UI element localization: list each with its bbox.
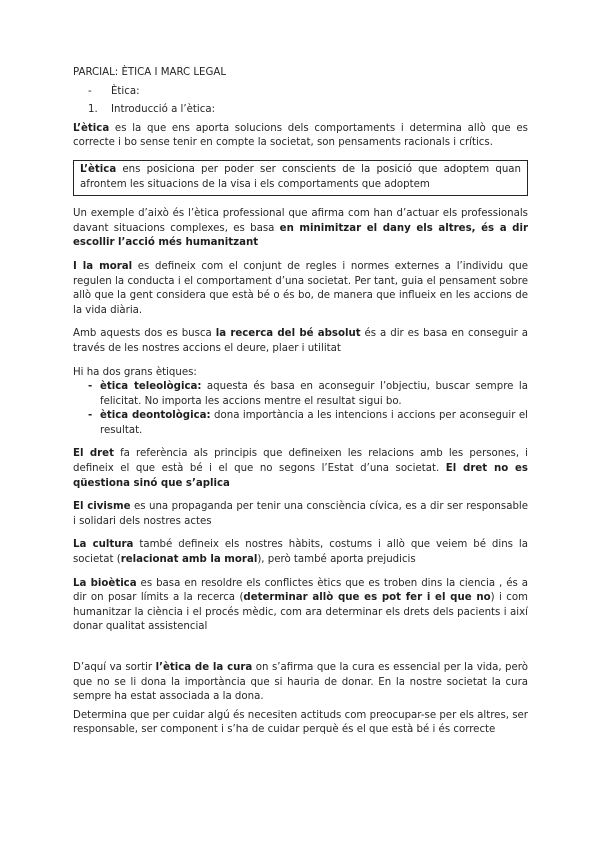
ethics-list bbox=[73, 366, 528, 439]
paragraph-text: dona importància a les intencions i accions per aconseguir el resultat. bbox=[100, 410, 528, 436]
spacer bbox=[73, 644, 528, 661]
highlight-box bbox=[73, 160, 528, 196]
list-item-teleologica bbox=[73, 380, 528, 409]
emphasis: El dret no es qüestiona sinó que s’aplica bbox=[73, 463, 528, 489]
list-item-deontologica bbox=[73, 409, 528, 438]
term: La bioètica bbox=[73, 577, 137, 589]
paragraph-text: Amb aquests dos es busca bbox=[73, 328, 216, 340]
paragraph-cuidar: Determina que per cuidar algú és necesiten actituds com preocupar-se per els altres, ser responsable, ser component i s’ha de cuidar perquè és el que està bé i és correcte bbox=[73, 709, 528, 736]
list-text bbox=[100, 380, 528, 409]
outline-item-introduccio bbox=[73, 103, 528, 118]
paragraph-text: ) i com humanitzar la ciència i el procés mèdic, com ara determinar els drets dels pacients i així donar qualitat assistencial bbox=[73, 592, 528, 633]
list-marker: 1. bbox=[88, 104, 98, 116]
emphasis: determinar allò que es pot fer i el que no bbox=[243, 592, 491, 604]
emphasis: relacionat amb la moral bbox=[120, 554, 258, 566]
paragraph-text: es defineix com el conjunt de regles i normes externes a l’individu que regulen la conducta i el comportament d’una societat. Per tant, guia el pensament sobre allò que la gent considera que està bé o és bo, de manera que influeix en les accions de la vida diària. bbox=[73, 260, 528, 316]
paragraph-cultura bbox=[73, 538, 528, 567]
list-label: Introducció a l’ètica: bbox=[111, 104, 215, 116]
paragraph-text: es basa en resoldre els conflictes ètics que es troben dins la ciencia , és a dir on posar límits a la recerca ( bbox=[73, 577, 528, 604]
paragraph-bioetica bbox=[73, 577, 528, 635]
paragraph-text: fa referència als principis que defineixen les relacions amb les persones, i defineix el que està bé i el que no segons l’Estat d’una societat. bbox=[73, 448, 529, 475]
paragraph-exemple bbox=[73, 207, 528, 251]
paragraph-text: ens posiciona per poder ser conscients de la posició que adoptem quan afrontem les situacions de la visa i els comportaments que adoptem bbox=[80, 163, 521, 190]
emphasis: en minimitzar el dany els altres, és a dir escollir l’acció més humanitzant bbox=[73, 222, 528, 249]
box-text bbox=[80, 163, 521, 192]
term: El civisme bbox=[73, 501, 131, 513]
paragraph-etica bbox=[73, 122, 528, 151]
term: ètica teleològica: bbox=[100, 381, 202, 393]
paragraph-recerca bbox=[73, 327, 528, 356]
paragraph-moral bbox=[73, 260, 528, 318]
paragraph-text: Un exemple d’això és l’ètica professional que afirma com han d’actuar els professionals davant situacions complexes, es basa bbox=[73, 208, 528, 234]
term: La cultura bbox=[73, 539, 134, 551]
paragraph-text: ), però també aporta prejudicis bbox=[257, 554, 416, 566]
term: I la moral bbox=[73, 260, 133, 272]
term: ètica deontològica: bbox=[100, 410, 211, 422]
outline-item-etica bbox=[73, 85, 528, 100]
paragraph-civisme bbox=[73, 500, 528, 529]
term: El dret bbox=[73, 448, 114, 460]
emphasis: la recerca del bé absolut bbox=[215, 328, 361, 340]
paragraph-text: D’aquí va sortir bbox=[73, 662, 156, 673]
paragraph-text: també defineix els nostres hàbits, costums i allò que veiem bé dins la societat ( bbox=[73, 539, 529, 566]
paragraph-cura bbox=[73, 661, 528, 705]
paragraph-text: es la que ens aporta solucions dels comportaments i determina allò que es correcte i bo sense tenir en compte la societat, son pensaments racionals i crítics. bbox=[73, 122, 528, 149]
term: L’ètica bbox=[73, 122, 110, 134]
list-marker: - bbox=[88, 381, 93, 393]
list-marker: - bbox=[88, 85, 92, 97]
page-title: PARCIAL: ÈTICA I MARC LEGAL bbox=[73, 67, 227, 78]
paragraph-text: es una propaganda per tenir una consciència cívica, es a dir ser responsable i solidari dels nostres actes bbox=[73, 501, 529, 527]
list-intro: Hi ha dos grans ètiques: bbox=[73, 366, 197, 378]
list-text bbox=[100, 409, 528, 438]
document-body bbox=[73, 66, 528, 738]
paragraph-text: on s’afirma que la cura es essencial per la vida, però que no se li dona la importància que si hauria de donar. En la nostre societat la cura sempre ha estat associada a la dona. bbox=[73, 662, 528, 703]
paragraph-text: és a dir es basa en conseguir a través de les nostres accions el deure, plaer i utilitat bbox=[73, 328, 528, 354]
list-label: Ètica: bbox=[111, 85, 140, 97]
term: L’ètica bbox=[80, 163, 117, 175]
paragraph-dret bbox=[73, 447, 528, 491]
term: l’ètica de la cura bbox=[155, 662, 253, 673]
list-marker: - bbox=[88, 410, 93, 422]
paragraph-text: aquesta és basa en aconseguir l’objectiu, buscar sempre la felicitat. No importa les accions mentre el resultat sigui bo. bbox=[100, 381, 528, 407]
